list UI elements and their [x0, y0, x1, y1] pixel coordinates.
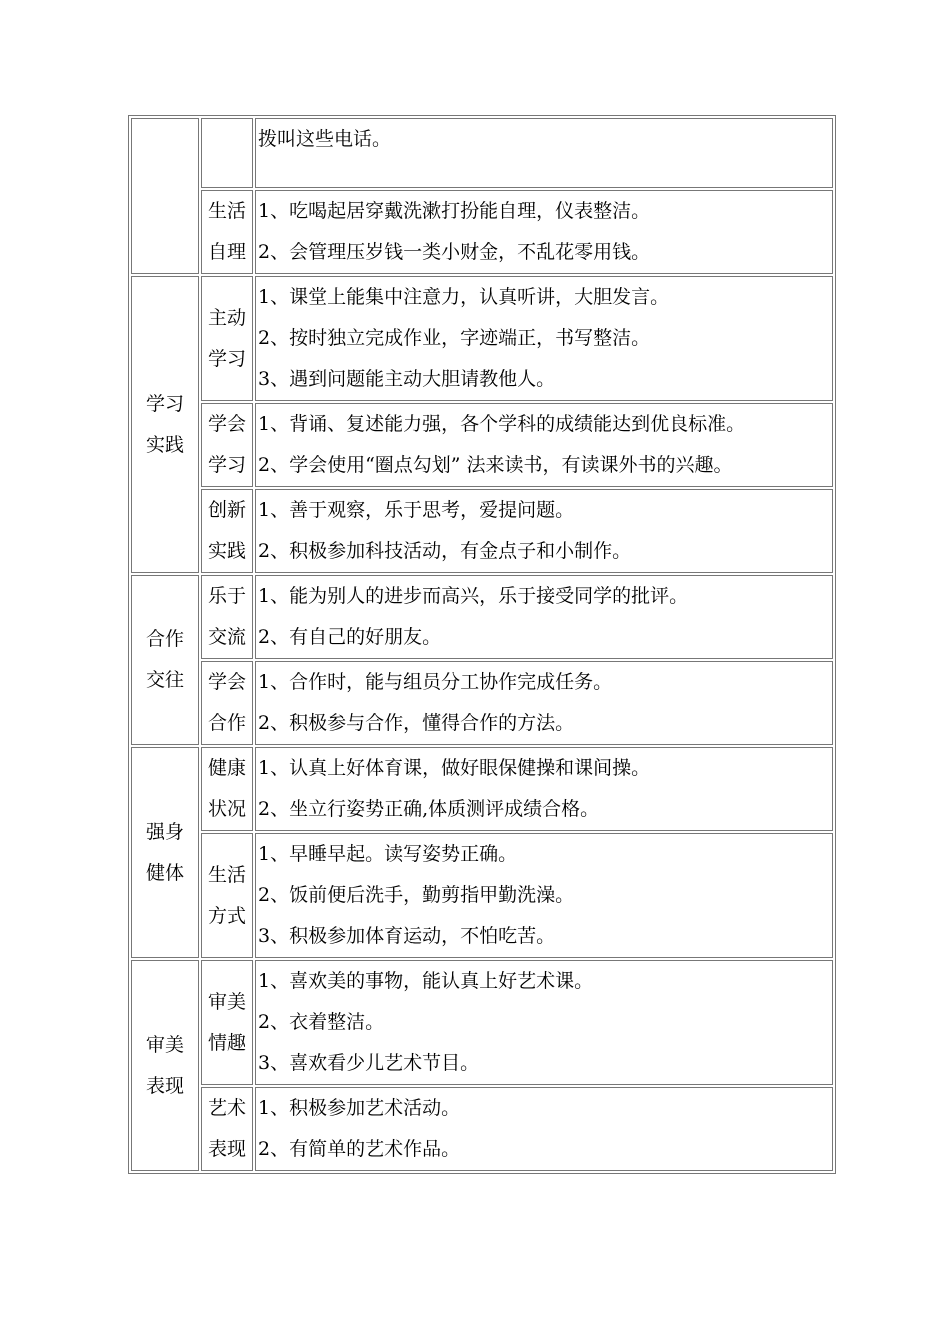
criteria-item: 2、积极参加科技活动，有金点子和小制作。	[258, 540, 632, 562]
criteria-item: 1、能为别人的进步而高兴，乐于接受同学的批评。	[258, 585, 689, 607]
table-row	[131, 960, 833, 1085]
criteria-cell	[255, 960, 833, 1085]
criteria-item: 1、合作时，能与组员分工协作完成任务。	[258, 671, 613, 693]
criteria-cell	[255, 833, 833, 958]
criteria-item: 2、学会使用“圈点勾划” 法来读书，有读课外书的兴趣。	[258, 454, 733, 476]
category-cell: 强身健体	[131, 747, 199, 958]
subcategory-cell: 主动学习	[201, 276, 253, 401]
criteria-cell	[255, 118, 833, 188]
criteria-item: 2、饭前便后洗手，勤剪指甲勤洗澡。	[258, 884, 575, 906]
criteria-item: 1、背诵、复述能力强，各个学科的成绩能达到优良标准。	[258, 413, 746, 435]
criteria-item: 2、积极参与合作，懂得合作的方法。	[258, 712, 575, 734]
criteria-item: 2、有自己的好朋友。	[258, 626, 442, 648]
subcategory-cell: 审美情趣	[201, 960, 253, 1085]
criteria-item: 2、有简单的艺术作品。	[258, 1138, 461, 1160]
criteria-item: 1、认真上好体育课，做好眼保健操和课间操。	[258, 757, 651, 779]
criteria-cell	[255, 747, 833, 831]
table-row	[131, 575, 833, 659]
subcategory-cell: 乐于交流	[201, 575, 253, 659]
subcategory-cell: 生活方式	[201, 833, 253, 958]
criteria-cell	[255, 489, 833, 573]
criteria-item: 1、喜欢美的事物，能认真上好艺术课。	[258, 970, 594, 992]
table-row	[131, 833, 833, 958]
subcategory-cell: 生活自理	[201, 190, 253, 274]
category-cell: 学习实践	[131, 276, 199, 573]
subcategory-cell: 艺术表现	[201, 1087, 253, 1171]
criteria-cell	[255, 276, 833, 401]
subcategory-cell: 创新实践	[201, 489, 253, 573]
criteria-item: 3、积极参加体育运动，不怕吃苦。	[258, 925, 556, 947]
criteria-item: 1、课堂上能集中注意力，认真听讲，大胆发言。	[258, 286, 670, 308]
criteria-item: 1、吃喝起居穿戴洗漱打扮能自理，仪表整洁。	[258, 200, 651, 222]
table-row	[131, 489, 833, 573]
subcategory-cell: 学会学习	[201, 403, 253, 487]
table-row	[131, 661, 833, 745]
criteria-item: 拨叫这些电话。	[258, 128, 392, 150]
table-row	[131, 276, 833, 401]
table-row	[131, 118, 833, 188]
category-cell: 审美表现	[131, 960, 199, 1171]
criteria-item: 2、按时独立完成作业，字迹端正，书写整洁。	[258, 327, 651, 349]
subcategory-cell: 健康状况	[201, 747, 253, 831]
table-row	[131, 747, 833, 831]
table-row	[131, 403, 833, 487]
criteria-item: 1、善于观察，乐于思考，爱提问题。	[258, 499, 575, 521]
criteria-item: 3、喜欢看少儿艺术节目。	[258, 1052, 480, 1074]
criteria-cell	[255, 575, 833, 659]
criteria-item: 2、坐立行姿势正确,体质测评成绩合格。	[258, 798, 600, 820]
criteria-item: 1、早睡早起。读写姿势正确。	[258, 843, 518, 865]
criteria-item: 2、会管理压岁钱一类小财金，不乱花零用钱。	[258, 241, 651, 263]
evaluation-table	[128, 115, 836, 1174]
criteria-cell	[255, 190, 833, 274]
category-cell: 合作交往	[131, 575, 199, 745]
criteria-item: 3、遇到问题能主动大胆请教他人。	[258, 368, 556, 390]
subcategory-cell	[201, 118, 253, 188]
criteria-cell	[255, 661, 833, 745]
criteria-item: 1、积极参加艺术活动。	[258, 1097, 461, 1119]
table-row	[131, 1087, 833, 1171]
category-cell	[131, 118, 199, 274]
criteria-cell	[255, 1087, 833, 1171]
table-row	[131, 190, 833, 274]
criteria-cell	[255, 403, 833, 487]
subcategory-cell: 学会合作	[201, 661, 253, 745]
criteria-item: 2、衣着整洁。	[258, 1011, 385, 1033]
